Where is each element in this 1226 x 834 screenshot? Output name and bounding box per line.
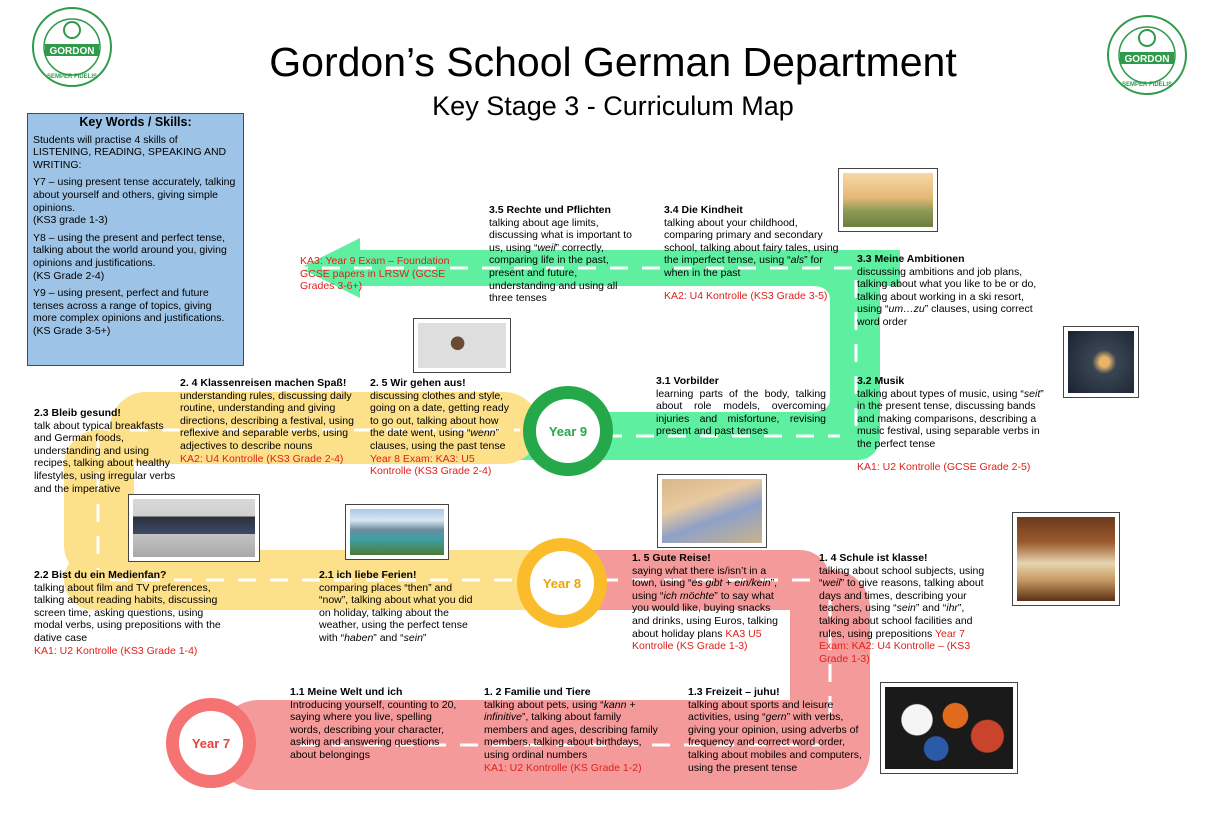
logo-motto: SEMPER FIDELIS [1121, 82, 1173, 88]
unit-title: 2. 5 Wir gehen aus! [370, 377, 466, 389]
unit-3-4 [664, 204, 846, 302]
unit-body: ” for when in the past [664, 254, 823, 279]
tv-wall-image [133, 499, 255, 557]
key-words-y8-grade: (KS Grade 2-4) [33, 269, 105, 282]
unit-body-italic: um…zu [888, 303, 925, 316]
unit-title: 1. 2 Familie und Tiere [484, 686, 591, 698]
unit-body: talking about types of music, using “ [857, 387, 1024, 400]
unit-2-1 [319, 569, 481, 645]
unit-body: talking about your childhood, comparing primary and secondary school, talking about fairy tales, using the imperfect tense, using “ [664, 216, 839, 267]
unit-body-italic: ich möchte [663, 589, 715, 602]
photo-books [1012, 512, 1120, 606]
year9-badge [523, 386, 613, 476]
unit-title: 3.2 Musik [857, 375, 905, 387]
unit-body: learning parts of the body, talking about role models, overcoming injuries and misfortune, revising present and past tenses [656, 387, 826, 438]
unit-body: ” with verbs, giving your opinion, using adverbs of frequency and correct word order, talking about mobiles and computers, using the present tense [688, 711, 862, 774]
unit-body: ” [422, 631, 427, 644]
unit-title: 2.2 Bist du ein Medienfan? [34, 569, 167, 581]
unit-body-italic: kann + infinitive [484, 698, 636, 724]
logo-text: GORDON [1124, 54, 1170, 65]
photo-media [128, 494, 260, 562]
key-words-y9: Y9 – using present, perfect and future tenses across a range of topics, giving more complex opinions and justifications. [33, 287, 225, 325]
unit-body: ”, talking about school facilities and rules, using prepositions [819, 602, 973, 640]
unit-title: 1.3 Freizeit – juhu! [688, 686, 780, 698]
unit-body: talk about typical breakfasts and German foods, understanding and using recipes, talking about healthy lifestyles, using irregular verbs and the imperative [34, 419, 176, 495]
logo-text: GORDON [49, 46, 95, 57]
unit-body: ” to say what you would like, buying snacks and drinks, using Euros, talking about holiday plans [632, 589, 778, 640]
unit-body: ” and “ [915, 602, 947, 615]
unit-body: talking about age limits, discussing what is important to us, using “ [489, 216, 632, 254]
unit-body-italic: weil [822, 577, 841, 590]
key-words-y7-grade: (KS3 grade 1-3) [33, 214, 108, 227]
unit-body: talking about sports and leisure activities, using “ [688, 698, 834, 724]
unit-title: 2. 4 Klassenreisen machen Spaß! [180, 377, 347, 389]
year8-badge [517, 538, 607, 628]
unit-body: ” clauses, using correct word order [857, 303, 1033, 328]
unit-body: ”, talking about family members and ages, describing family members, talking about birthdays, using ordinal numbers [484, 711, 658, 761]
unit-body: ” to give reasons, talking about days and times, describing your teachers, using “ [819, 577, 984, 615]
unit-1-3 [688, 686, 863, 774]
unit-body-italic: als [790, 254, 805, 267]
unit-body-italic: gern [765, 711, 787, 724]
unit-body: talking about film and TV preferences, talking about reading habits, discussing screen time, asking questions, using modal verbs, using prepositions with the dative case [34, 581, 221, 644]
unit-kontrolle: Year 7 Exam: KA2: U4 Kontrolle – (KS3 Grade 1-3) [819, 627, 971, 665]
unit-title: 3.4 Die Kindheit [664, 204, 743, 216]
unit-body: discussing ambitions and job plans, talking about what you like to be or do, talking about working in a ski resort, using “ [857, 265, 1037, 316]
unit-body-italic: sein [896, 602, 916, 615]
unit-body-italic: es gibt + ein/kein [691, 577, 771, 590]
unit-body-italic: wenn [470, 427, 496, 440]
unit-kontrolle: KA1: U2 Kontrolle (GCSE Grade 2-5) [857, 460, 1031, 473]
unit-title: 3.3 Meine Ambitionen [857, 253, 965, 265]
unit-kontrolle: KA1: U2 Kontrolle (KS3 Grade 1-4) [34, 644, 198, 657]
unit-title: 2.1 ich liebe Ferien! [319, 569, 417, 581]
unit-body: Introducing yourself, counting to 20, saying where you live, spelling words, describing your character, asking and answering questions about belongings [290, 698, 457, 761]
unit-body: ”, using “ [632, 577, 778, 602]
key-words-y9-grade: (KS Grade 3-5+) [33, 324, 111, 337]
unit-body: saying what there is/isn’t in a town, using “ [632, 564, 767, 590]
unit-2-4 [180, 377, 364, 465]
year8-label: Year 8 [542, 575, 582, 591]
logo-motto: SEMPER FIDELIS [46, 74, 98, 80]
photo-euros [657, 474, 767, 548]
euro-notes-image [662, 479, 762, 543]
unit-body: understanding rules, discussing daily routine, understanding and giving directions, describing a festival, using reflexive and separable verbs, using adjectives to describe nouns [180, 389, 354, 452]
photo-holiday [345, 504, 449, 560]
year9-exam-note: KA3: Year 9 Exam – Foundation GCSE papers in LRSW (GCSE Grades 3-6+) [300, 255, 450, 293]
unit-kontrolle: Year 8 Exam: KA3: U5 Kontrolle (KS3 Grade 2-4) [370, 452, 492, 478]
unit-kontrolle: KA3 U5 Kontrolle (KS Grade 1-3) [632, 627, 762, 653]
page-subtitle: Key Stage 3 - Curriculum Map [432, 91, 794, 121]
unit-3-2 [857, 375, 1051, 473]
key-words-y8: Y8 – using the present and perfect tense, talking about the world around you, giving opinions and justifications. [33, 231, 227, 269]
unit-kontrolle: KA2: U4 Kontrolle (KS3 Grade 3-5) [664, 289, 828, 302]
unit-title: 1. 5 Gute Reise! [632, 552, 711, 564]
unit-1-2 [484, 686, 660, 774]
photo-childhood [838, 168, 938, 232]
key-words-heading: Key Words / Skills: [79, 115, 192, 129]
photo-sports [880, 682, 1018, 774]
unit-2-5 [370, 377, 512, 478]
unit-body: ” in the present tense, discussing bands and making comparisons, describing a music festival, using separable verbs in the perfect tense [857, 387, 1044, 450]
unit-title: 1.1 Meine Welt und ich [290, 686, 403, 698]
key-words-box [27, 113, 244, 366]
unit-body: ” and “ [373, 631, 404, 644]
unit-2-2 [34, 569, 234, 657]
unit-body: talking about school subjects, using “ [819, 564, 985, 590]
unit-1-5 [632, 552, 788, 653]
music-notes-image [1068, 331, 1134, 393]
unit-body-italic: sein [403, 631, 423, 644]
unit-body: ” correctly, comparing life in the past, present and future, understanding and using all three tenses [489, 241, 618, 305]
unit-title: 1. 4 Schule ist klasse! [819, 552, 928, 564]
unit-body: discussing clothes and style, going on a date, getting ready to go out, talking about how the date went, using “ [370, 389, 509, 440]
unit-3-1 [656, 375, 826, 438]
unit-1-4 [819, 552, 991, 665]
unit-body: talking about pets, using “ [484, 698, 604, 711]
unit-title: 2.3 Bleib gesund! [34, 407, 121, 419]
unit-body-italic: ihr [946, 602, 958, 615]
unit-3-5 [489, 204, 635, 305]
open-book-image [1017, 517, 1115, 601]
unit-body: comparing places “then” and “now”, talking about what you did on holiday, talking about the weather, using the perfect tense with “ [319, 581, 473, 644]
unit-3-3 [857, 253, 1049, 329]
unit-title: 3.5 Rechte und Pflichten [489, 204, 611, 216]
key-words-intro: Students will practise 4 skills of LISTENING, READING, SPEAKING AND WRITING: [33, 133, 227, 171]
unit-kontrolle: KA2: U4 Kontrolle (KS3 Grade 2-4) [180, 452, 344, 465]
year7-badge [166, 698, 256, 788]
photo-going-out [413, 318, 511, 373]
unit-body-italic: weil [537, 241, 556, 254]
man-lederhosen-image [418, 323, 506, 368]
year9-label: Year 9 [548, 423, 588, 439]
unit-body-italic: haben [344, 631, 374, 644]
key-words-y7: Y7 – using present tense accurately, talking about yourself and others, giving simple opinions. [33, 176, 236, 214]
lake-mountains-image [350, 509, 444, 555]
unit-title: 3.1 Vorbilder [656, 375, 719, 387]
unit-body: ” clauses, using the past tense [370, 427, 506, 452]
unit-kontrolle: KA1: U2 Kontrolle (KS Grade 1-2) [484, 761, 642, 774]
family-running-image [843, 173, 933, 227]
year7-label: Year 7 [191, 735, 231, 751]
sports-balls-image [885, 687, 1013, 769]
unit-1-1 [290, 686, 460, 762]
unit-body-italic: seit [1023, 387, 1041, 400]
unit-2-3 [34, 407, 176, 495]
page-title: Gordon’s School German Department [269, 39, 957, 85]
photo-music [1063, 326, 1139, 398]
